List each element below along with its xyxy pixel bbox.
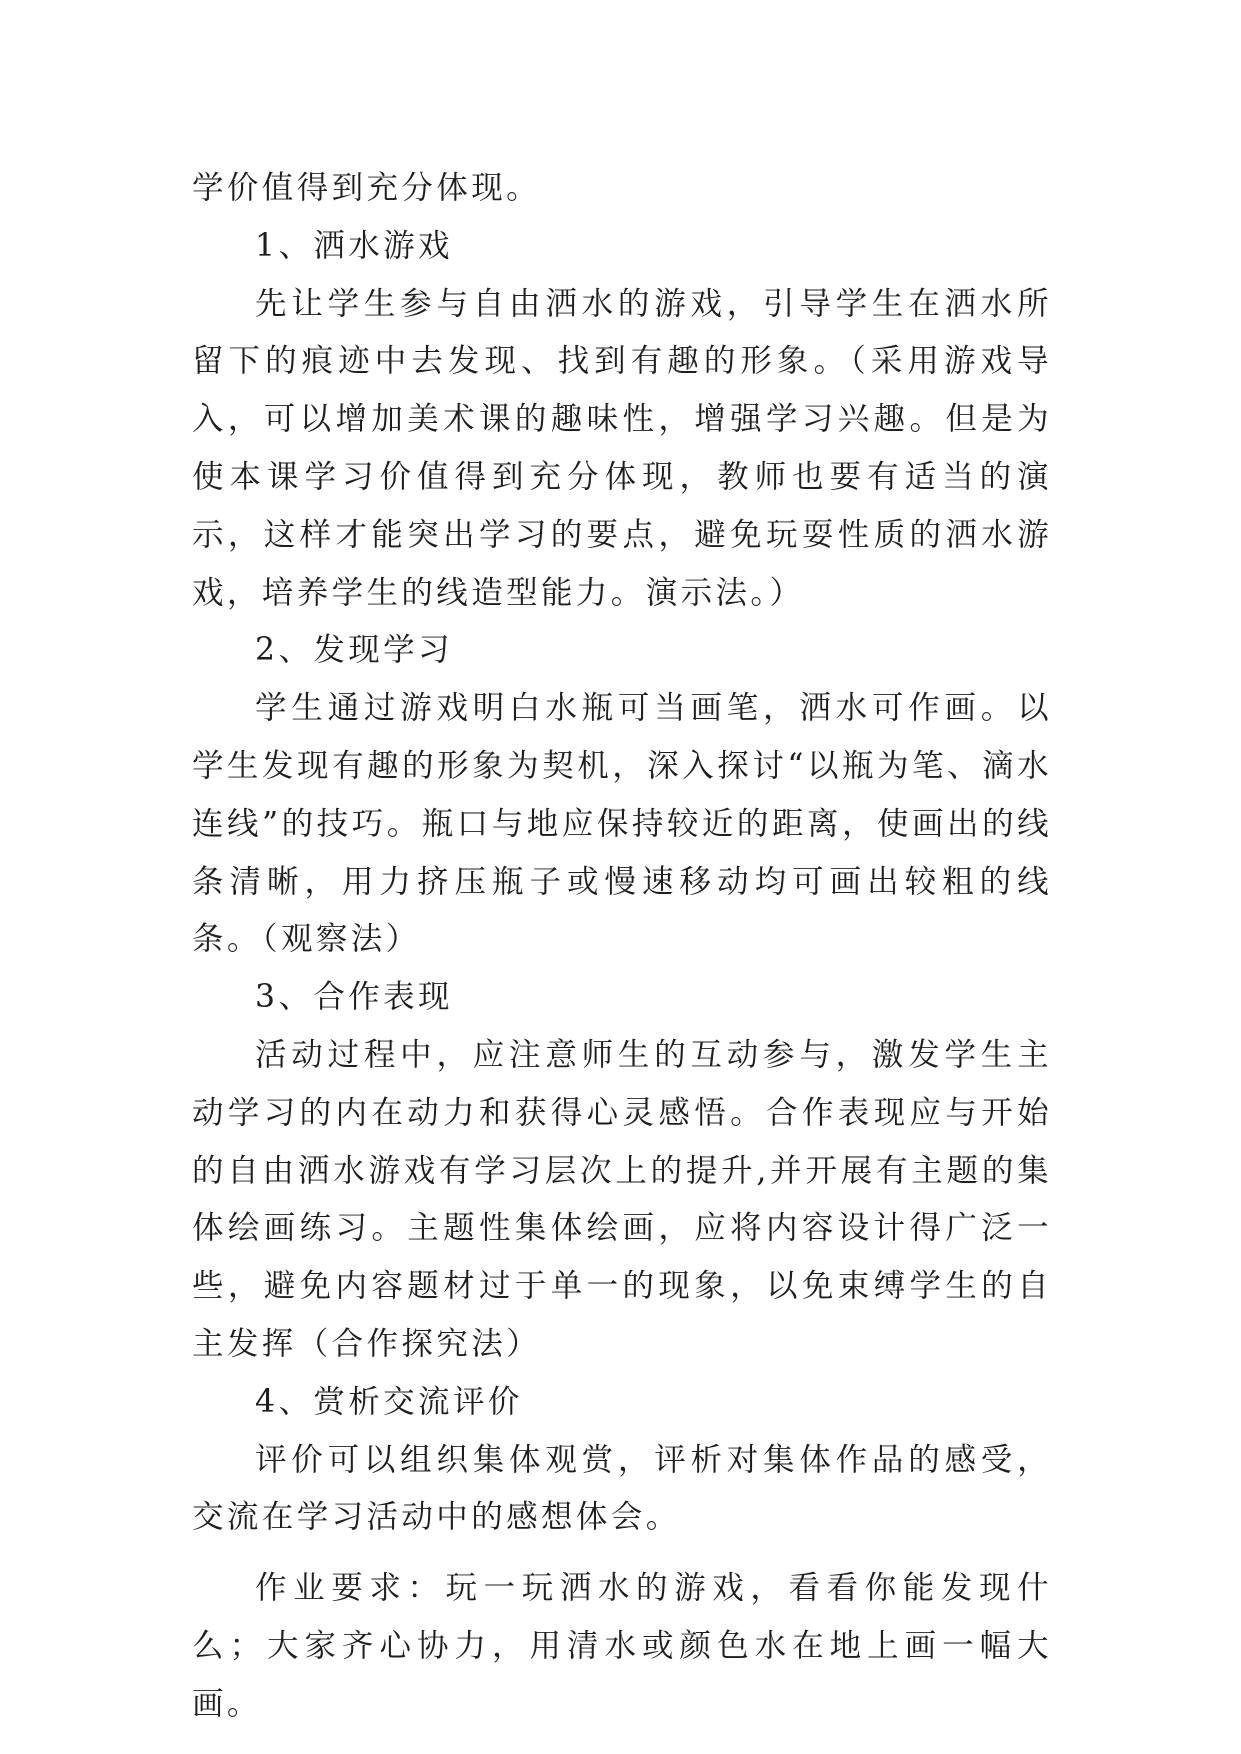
section-heading-3: 3、合作表现 [255, 979, 453, 1016]
paragraph-water-game: 先让学生参与自由洒水的游戏，引导学生在洒水所留下的痕迹中去发现、找到有趣的形象。（采用游戏导入，可以增加美术课的趣味性，增强学习兴趣。但是为使本课学习价值得到充分体现，教师也要有适当的演示，这样才能突出学习的要点，避免玩耍性质的洒水游戏，培养学生的线造型能力。演示法。） [192, 285, 1052, 611]
paragraph-continuation: 学价值得到充分体现。 [192, 170, 542, 206]
paragraph-cooperative-expression: 活动过程中，应注意师生的互动参与，激发学生主动学习的内在动力和获得心灵感悟。合作表现应与开始的自由洒水游戏有学习层次上的提升,并开展有主题的集体绘画练习。主题性集体绘画，应将内容设计得广泛一些，避免内容题材过于单一的现象，以免束缚学生的自主发挥（合作探究法） [192, 1036, 1052, 1362]
paragraph-homework: 作业要求：玩一玩洒水的游戏，看看你能发现什么；大家齐心协力，用清水或颜色水在地上画一幅大画。 [192, 1570, 1052, 1722]
paragraph-evaluation: 评价可以组织集体观赏，评析对集体作品的感受，交流在学习活动中的感想体会。 [192, 1441, 1052, 1536]
paragraph-discovery-learning: 学生通过游戏明白水瓶可当画笔，洒水可作画。以学生发现有趣的形象为契机，深入探讨“以瓶为笔、滴水连线”的技巧。瓶口与地应保持较近的距离，使画出的线条清晰，用力挤压瓶子或慢速移动均可画出较粗的线条。（观察法） [192, 690, 1052, 958]
section-heading-4: 4、赏析交流评价 [255, 1383, 523, 1420]
document-body [192, 160, 1052, 1734]
section-heading-2: 2、发现学习 [255, 632, 453, 669]
section-heading-1: 1、洒水游戏 [255, 227, 453, 264]
